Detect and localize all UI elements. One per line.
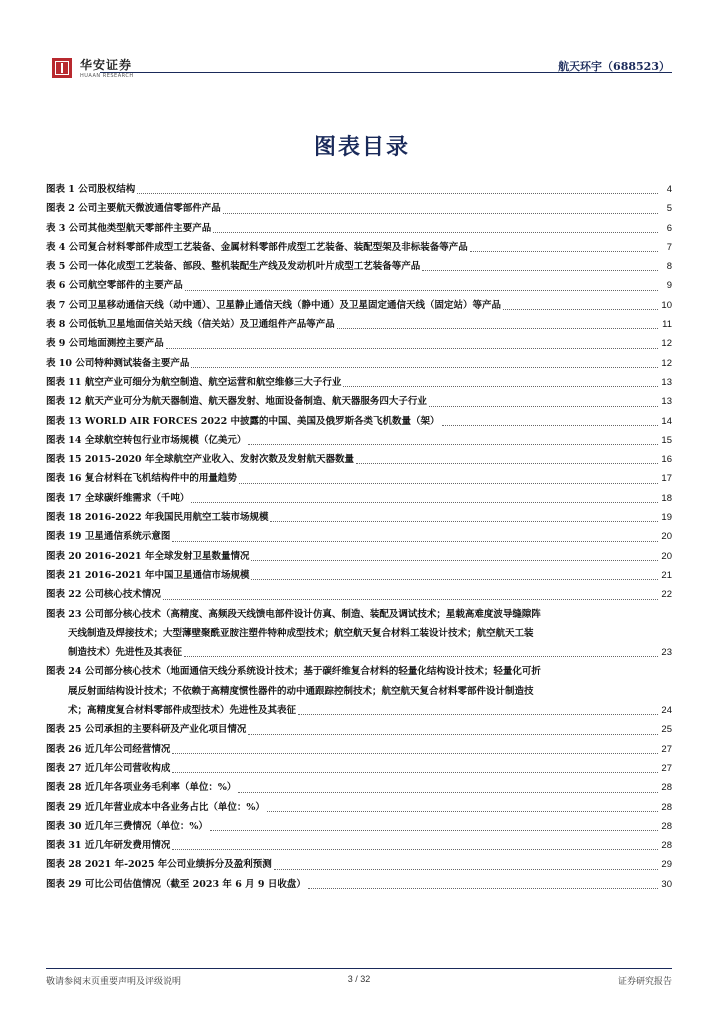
toc-entry-page: 28 (661, 782, 672, 794)
toc-entry[interactable] (46, 257, 672, 276)
toc-leader-dots (251, 560, 658, 561)
toc-entry-label: 图表 20 2016-2021 年全球发射卫星数量情况 (46, 550, 250, 562)
toc-entry[interactable] (46, 778, 672, 797)
logo-subtext: HUAAN RESEARCH (80, 73, 134, 79)
toc-leader-dots (308, 888, 658, 889)
toc-leader-dots (356, 463, 658, 464)
toc-entry-label: 图表 30 近几年三费情况（单位：%） (46, 820, 208, 832)
toc-leader-dots (185, 290, 658, 291)
page-number: 3 / 32 (347, 974, 371, 984)
toc-entry[interactable] (46, 720, 672, 739)
toc-entry-label: 表 6 公司航空零部件的主要产品 (46, 280, 183, 292)
toc-entry-label: 图表 26 近几年公司经营情况 (46, 743, 171, 755)
toc-entry-label: 图表 18 2016-2022 年我国民用航空工装市场规模 (46, 512, 269, 524)
toc-entry-page: 28 (661, 840, 672, 852)
toc-entry[interactable] (46, 296, 672, 315)
toc-entry-page: 23 (661, 647, 672, 659)
toc-entry-label: 图表 2 公司主要航天微波通信零部件产品 (46, 203, 221, 215)
toc-entry[interactable] (46, 527, 672, 546)
toc-entry-label: 表 5 公司一体化成型工艺装备、部段、整机装配生产线及发动机叶片成型工艺装备等产品 (46, 261, 421, 273)
footer-report-type: 证券研究报告 (617, 977, 672, 987)
toc-entry[interactable] (46, 180, 672, 199)
toc-entry-label: 图表 16 复合材料在飞机结构件中的用量趋势 (46, 473, 237, 485)
toc-entry-page: 12 (661, 357, 672, 369)
toc-leader-dots (239, 483, 658, 484)
toc-leader-dots (251, 579, 658, 580)
toc-entry[interactable] (46, 798, 672, 817)
toc-leader-dots (238, 792, 658, 793)
toc-entry[interactable] (46, 875, 672, 894)
toc-entry-page: 12 (661, 338, 672, 350)
toc-entry-page: 10 (661, 299, 672, 311)
toc-leader-dots (298, 714, 658, 715)
toc-entry[interactable] (46, 412, 672, 431)
toc-entry[interactable] (46, 219, 672, 238)
toc-entry-label: 图表 29 可比公司估值情况（截至 2023 年 6 月 9 日收盘） (46, 878, 306, 890)
toc-entry-label-line: 天线制造及焊接技术；大型薄壁聚酰亚胺注塑件特种成型技术；航空航天复合材料工装设计技术；航空航天工装 (68, 627, 534, 639)
toc-leader-dots (213, 232, 658, 233)
toc-entry[interactable] (46, 315, 672, 334)
toc-entry[interactable] (46, 392, 672, 411)
toc-leader-dots (172, 772, 658, 773)
toc-entry-multiline[interactable] (46, 605, 672, 663)
toc-entry-label-line: 图表 24 公司部分核心技术（地面通信天线分系统设计技术；基于碳纤维复合材料的轻量化结构设计技术；轻量化可折 (46, 666, 541, 678)
toc-entry-label: 表 9 公司地面测控主要产品 (46, 338, 164, 350)
logo-text: 华安证券 (80, 58, 133, 72)
toc-leader-dots (172, 541, 658, 542)
toc-entry[interactable] (46, 566, 672, 585)
toc-entry[interactable] (46, 740, 672, 759)
toc-leader-dots (274, 869, 658, 870)
toc-entry[interactable] (46, 759, 672, 778)
toc-entry-label-line: 制造技术）先进性及其表征 (68, 647, 183, 659)
toc-entry-page: 19 (661, 512, 672, 524)
toc-entry[interactable] (46, 585, 672, 604)
toc-entry-label: 图表 31 近几年研发费用情况 (46, 840, 171, 852)
toc-leader-dots (248, 444, 658, 445)
toc-entry-page: 7 (666, 241, 672, 253)
toc-entry[interactable] (46, 238, 672, 257)
toc-leader-dots (270, 521, 658, 522)
toc-entry[interactable] (46, 276, 672, 295)
toc-entry-label: 图表 15 2015-2020 年全球航空产业收入、发射次数及发射航天器数量 (46, 454, 354, 466)
toc-leader-dots (210, 830, 658, 831)
toc-entry-page: 24 (661, 705, 672, 717)
toc-entry-label: 图表 19 卫星通信系统示意图 (46, 531, 171, 543)
toc-leader-dots (172, 753, 658, 754)
toc-entry-label: 表 7 公司卫星移动通信天线（动中通）、卫星静止通信天线（静中通）及卫星固定通信天线（固定站）等产品 (46, 299, 501, 311)
toc-entry-page: 30 (661, 878, 672, 890)
toc-entry-page: 4 (666, 184, 672, 195)
toc-entry-page: 13 (661, 376, 672, 388)
toc-entry-label: 图表 13 WORLD AIR FORCES 2022 中披露的中国、美国及俄罗斯各类飞机数量（架） (46, 415, 440, 427)
toc-entry[interactable] (46, 199, 672, 218)
toc-entry[interactable] (46, 334, 672, 353)
toc-entry-label: 表 8 公司低轨卫星地面信关站天线（信关站）及卫通组件产品等产品 (46, 319, 335, 331)
toc-title: 图表目录 (313, 134, 410, 160)
toc-leader-dots (442, 425, 658, 426)
toc-entry[interactable] (46, 373, 672, 392)
toc-entry-page: 28 (661, 820, 672, 832)
toc-leader-dots (166, 348, 658, 349)
toc-leader-dots (137, 193, 658, 194)
toc-entry-page: 13 (661, 396, 672, 408)
toc-entry-page: 6 (666, 222, 672, 234)
footer-divider (46, 968, 672, 969)
page-header (52, 52, 672, 82)
toc-leader-dots (184, 656, 658, 657)
toc-leader-dots (429, 406, 658, 407)
toc-entry-page: 9 (666, 280, 672, 292)
toc-entry-page: 18 (661, 492, 672, 504)
toc-entry-page: 15 (661, 434, 672, 446)
toc-entry[interactable] (46, 508, 672, 527)
toc-entry[interactable] (46, 547, 672, 566)
toc-entry-label: 图表 25 公司承担的主要科研及产业化项目情况 (46, 724, 247, 736)
toc-entry[interactable] (46, 817, 672, 836)
toc-entry-page: 20 (661, 550, 672, 562)
toc-entry-label: 图表 17 全球碳纤维需求（千吨） (46, 492, 190, 504)
toc-leader-dots (191, 502, 658, 503)
toc-leader-dots (191, 367, 658, 368)
toc-entry-label: 图表 1 公司股权结构 (46, 184, 136, 195)
toc-entry-page: 16 (661, 454, 672, 466)
toc-entry[interactable] (46, 855, 672, 874)
toc-entry-page: 27 (661, 762, 672, 774)
toc-leader-dots (503, 309, 658, 310)
toc-entry-label: 图表 11 航空产业可细分为航空制造、航空运营和航空维修三大子行业 (46, 376, 342, 388)
toc-entry-label: 表 10 公司特种测试装备主要产品 (46, 357, 190, 369)
toc-entry-page: 25 (661, 724, 672, 736)
toc-leader-dots (172, 849, 658, 850)
toc-entry-label: 图表 28 2021 年-2025 年公司业绩拆分及盈利预测 (46, 859, 272, 871)
toc-entry-page: 17 (661, 473, 672, 485)
toc-entry-label: 图表 12 航天产业可分为航天器制造、航天器发射、地面设备制造、航天器服务四大子行业 (46, 396, 427, 408)
toc-entry-page: 14 (661, 415, 672, 427)
toc-entry[interactable] (46, 489, 672, 508)
toc-entry[interactable] (46, 431, 672, 450)
toc-entry-page: 5 (666, 203, 672, 215)
footer-disclaimer: 敬请参阅末页重要声明及评级说明 (46, 977, 182, 987)
huaan-logo-icon (52, 58, 72, 78)
toc-leader-dots (422, 270, 658, 271)
toc-leader-dots (343, 386, 658, 387)
toc-entry-label: 图表 21 2016-2021 年中国卫星通信市场规模 (46, 569, 250, 581)
header-divider (100, 72, 672, 73)
toc-leader-dots (223, 213, 658, 214)
toc-entry-page: 28 (661, 801, 672, 813)
toc-leader-dots (163, 599, 658, 600)
toc-entry-label: 图表 22 公司核心技术情况 (46, 589, 161, 601)
toc-leader-dots (470, 251, 658, 252)
toc-entry-page: 21 (661, 569, 672, 581)
toc-entry[interactable] (46, 450, 672, 469)
toc-entry-label: 图表 28 近几年各项业务毛利率（单位：%） (46, 782, 237, 794)
toc-entry-page: 22 (661, 589, 672, 601)
toc-entry-page: 27 (661, 743, 672, 755)
toc-entry-label-line: 术；高精度复合材料零部件成型技术）先进性及其表征 (68, 705, 297, 717)
toc-entry-label: 表 3 公司其他类型航天零部件主要产品 (46, 222, 212, 234)
toc-entry-page: 29 (661, 859, 672, 871)
report-title: 航天环宇（688523） (558, 60, 670, 73)
toc-entry-label-line: 图表 23 公司部分核心技术（高精度、高频段天线馈电部件设计仿真、制造、装配及调试技术；星载高难度波导缝隙阵 (46, 608, 541, 620)
toc-entry-page: 11 (662, 319, 672, 331)
toc-entry[interactable] (46, 469, 672, 488)
toc-entry-label: 图表 27 近几年公司营收构成 (46, 762, 171, 774)
table-of-figures (46, 180, 672, 894)
toc-entry[interactable] (46, 836, 672, 855)
toc-entry-label: 表 4 公司复合材料零部件成型工艺装备、金属材料零部件成型工艺装备、装配型架及非标装备等产品 (46, 241, 468, 253)
toc-leader-dots (248, 734, 658, 735)
toc-entry-label: 图表 14 全球航空转包行业市场规模（亿美元） (46, 434, 247, 446)
toc-entry[interactable] (46, 354, 672, 373)
toc-leader-dots (267, 811, 658, 812)
toc-entry-page: 20 (661, 531, 672, 543)
toc-entry-multiline[interactable] (46, 662, 672, 720)
toc-leader-dots (337, 328, 658, 329)
toc-entry-label-line: 展反射面结构设计技术；不依赖于高精度惯性器件的动中通跟踪控制技术；航空航天复合材料零部件设计制造技 (68, 685, 534, 697)
toc-entry-label: 图表 29 近几年营业成本中各业务占比（单位：%） (46, 801, 265, 813)
toc-entry-page: 8 (666, 261, 672, 273)
